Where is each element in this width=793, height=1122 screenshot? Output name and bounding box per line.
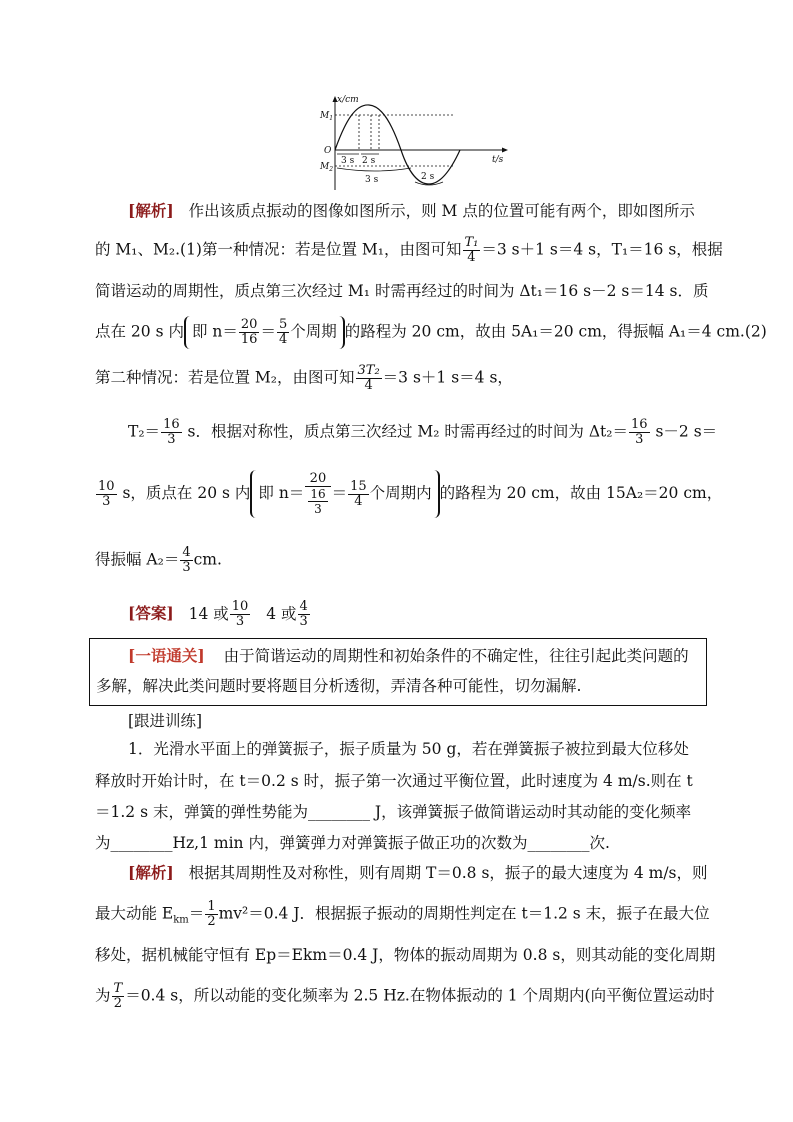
analysis1-line4: 点在 20 s 内 即 n＝ $\frac{20}{16}$ ＝ $\frac{5}{4}$ 个周期 的路程为 20 cm，故由 5A₁＝20 cm，得振幅 A₁＝4 cm.(2): [95, 317, 767, 347]
t-axis-label: t/s: [492, 155, 504, 165]
fraction-3t2-4: $\frac{\text{3T₂}}{4}$: [357, 363, 380, 393]
analysis2-line1: [解析] 根据其周期性及对称性，则有周期 T＝0.8 s，振子的最大速度为 4 m/s，则: [128, 863, 708, 882]
analysis-tag: [解析]: [128, 201, 174, 220]
q1-line2: 释放时开始计时，在 t＝0.2 s 时，振子第一次通过平衡位置，此时速度为 4 m/s.则在 t: [95, 772, 693, 790]
analysis1-text1: 作出该质点振动的图像如图所示，则 M 点的位置可能有两个，即如图所示: [188, 202, 695, 220]
m1-label: $M_1$: [320, 111, 334, 122]
analysis2-line3: 移处，据机械能守恒有 Ep＝Ekm＝0.4 J，物体的振动周期为 0.8 s，则其动能的变化周期: [95, 946, 716, 964]
t-axis-arrow: [502, 148, 508, 153]
seg-3s-bottom-label: 3 s: [365, 175, 379, 185]
bracket-expression-1: 即 n＝ $\frac{20}{16}$ ＝ $\frac{5}{4}$ 个周期: [184, 316, 345, 349]
y-axis-label: x/cm: [337, 95, 359, 105]
tip-line2: 多解，解决此类问题时要将题目分析透彻，弄清各种可能性，切勿漏解.: [96, 677, 582, 695]
analysis1-line2: [95, 235, 723, 265]
tip-line1: [一语通关] 由于简谐运动的周期性和初始条件的不确定性，往往引起此类问题的: [128, 646, 689, 665]
answer-tag: [答案]: [128, 603, 174, 623]
analysis1-line5: 第二种情况：若是位置 M₂，由图可知 $\frac{\text{3T₂}}{4}$ ＝3 s＋1 s＝4 s，: [95, 363, 513, 393]
seg-2s-bottom-label: 2 s: [421, 172, 435, 182]
q1-line1: 1．光滑水平面上的弹簧振子，振子质量为 50 g，若在弹簧振子被拉到最大位移处: [128, 740, 689, 758]
bracket-3s-bottom: [337, 168, 411, 171]
fraction-t1-4: $\frac{\text{T₁}}{4}$: [464, 235, 479, 265]
oscillation-figure: [315, 92, 515, 192]
analysis1-line6: T₂＝ $\frac{16}{3}$ s．根据对称性，质点第三次经过 M₂ 时需再经过的时间为 Δt₂＝ $\frac{16}{3}$ s－2 s＝: [128, 417, 718, 447]
practice-heading: [跟进训练]: [128, 712, 203, 730]
oscillation-graph: [315, 92, 515, 192]
origin-label: O: [324, 146, 332, 156]
q1-line3: ＝1.2 s 末，弹簧的弹性势能为________ J，该弹簧振子做简谐运动时其动能的变化频率: [95, 803, 692, 821]
tip-box: [89, 638, 707, 706]
analysis2-line4: 为 $\frac{T}{2}$ ＝0.4 s，所以动能的变化频率为 2.5 Hz.在物体振动的 1 个周期内(向平衡位置运动时: [95, 981, 715, 1011]
analysis1-line7: $\frac{10}{3}$ s，质点在 20 s 内 即 n＝ $\frac{20}{\frac{16}{3}}$ ＝ $\frac{15}{4}$ 个周期内 的路程为 20 cm，故由 15A₂＝20 cm，: [98, 471, 723, 516]
analysis2-tag: [解析]: [128, 863, 174, 882]
seg-3s-top-label: 3 s: [341, 156, 355, 166]
m2-label: $M_2$: [320, 162, 334, 173]
seg-2s-top-label: 2 s: [362, 156, 376, 166]
tip-tag: [一语通关]: [128, 646, 205, 665]
analysis1-text2a: 的 M₁、M₂.(1)第一种情况：若是位置 M₁，由图可知: [95, 240, 462, 259]
analysis1-line1: [128, 200, 708, 222]
q1-line4: 为________Hz,1 min 内，弹簧弹力对弹簧振子做正功的次数为________次.: [95, 834, 610, 852]
analysis1-line3: 简谐运动的周期性，质点第三次经过 M₁ 时需再经过的时间为 Δt₁＝16 s－2 s＝14 s．质: [95, 282, 709, 300]
analysis2-line2: 最大动能 $E_{km}=$ $\frac{1}{2}$ mv²＝0.4 J．根据振子振动的周期性判定在 t＝1.2 s 末，振子在最大位: [95, 899, 710, 929]
analysis1-line8: 得振幅 A₂＝ $\frac{4}{3}$ cm.: [95, 545, 222, 575]
answer-line: [答案] 14 或 $\frac{10}{3}$ 4 或 $\frac{4}{3}$: [128, 599, 308, 629]
analysis1-text2b: ＝3 s＋1 s＝4 s，T₁＝16 s，根据: [481, 240, 723, 259]
sine-curve: [335, 105, 460, 184]
bracket-expression-2: 即 n＝ $\frac{20}{\frac{16}{3}}$ ＝ $\frac{15}{4}$ 个周期内: [250, 470, 439, 518]
